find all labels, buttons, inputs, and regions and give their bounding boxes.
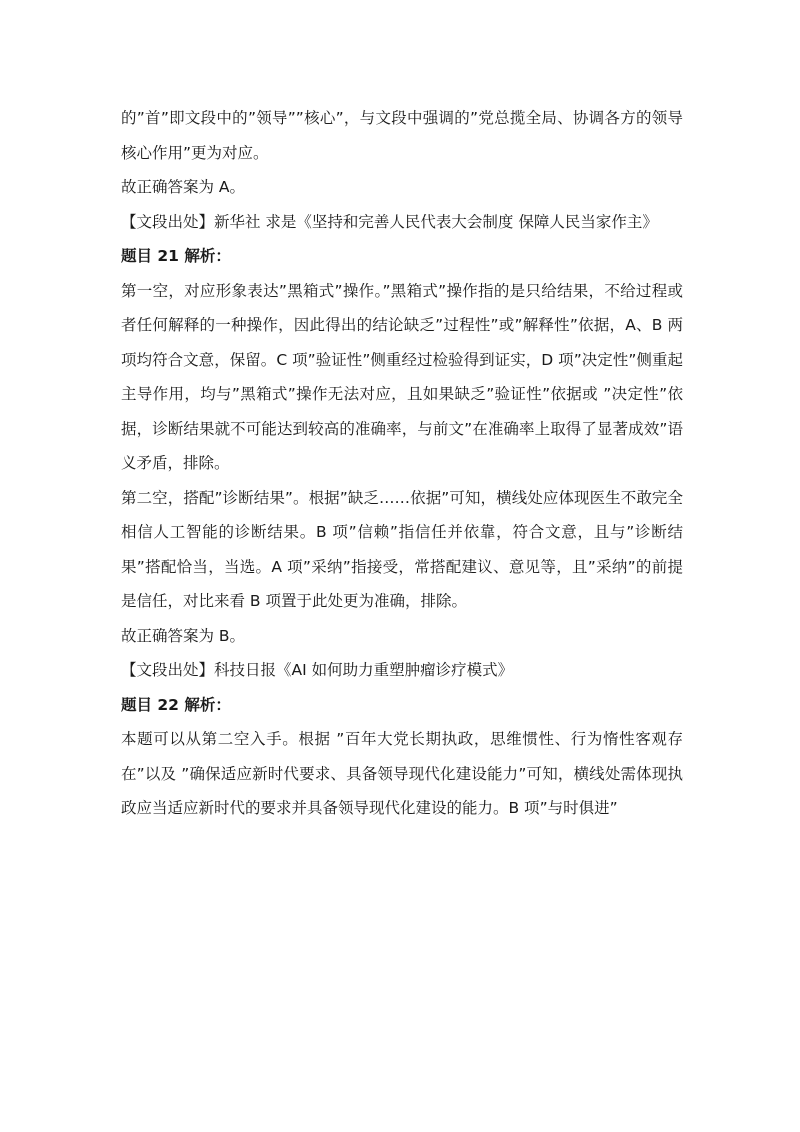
question-heading: 题目 22 解析： — [121, 695, 231, 714]
source-citation: 【文段出处】新华社 求是《坚持和完善人民代表大会制度 保障人民当家作主》 — [121, 212, 658, 231]
paragraph-continuation: 的”首”即文段中的”领导””核心”，与文段中强调的”党总揽全局、协调各方的领导核心作用”更为对应。 — [121, 109, 683, 162]
analysis-paragraph: 第二空，搭配”诊断结果”。根据”缺乏……依据”可知，横线处应体现医生不敢完全相信人工智能的诊断结果。B 项”信赖”指信任并依靠，符合文意，且与”诊断结果”搭配恰当，当选。A 项”采纳”指接受，常搭配建议、意见等，且”采纳”的前提是信任，对比来看 B 项置于此处更为准确，排除。 — [121, 488, 683, 610]
answer-line: 故正确答案为 B。 — [121, 626, 246, 645]
analysis-paragraph: 本题可以从第二空入手。根据 ”百年大党长期执政，思维惯性、行为惰性客观存在”以及 ”确保适应新时代要求、具备领导现代化建设能力”可知，横线处需体现执政应当适应新时代的要求并具备领导现代化建设的能力。B 项”与时俱进” — [121, 730, 683, 817]
analysis-paragraph: 第一空，对应形象表达”黑箱式”操作。”黑箱式”操作指的是只给结果，不给过程或者任何解释的一种操作，因此得出的结论缺乏”过程性”或”解释性”依据，A、B 两项均符合文意，保留。C 项”验证性”侧重经过检验得到证实，D 项”决定性”侧重起主导作用，均与”黑箱式”操作无法对应，且如果缺乏”验证性”依据或 ”决定性”依据，诊断结果就不可能达到较高的准确率，与前文”在准确率上取得了显著成效”语义矛盾，排除。 — [121, 281, 683, 472]
source-citation: 【文段出处】科技日报《AI 如何助力重塑肿瘤诊疗模式》 — [121, 661, 514, 679]
answer-line: 故正确答案为 A。 — [121, 178, 246, 196]
question-heading: 题目 21 解析： — [121, 247, 231, 265]
document-body — [121, 101, 683, 826]
